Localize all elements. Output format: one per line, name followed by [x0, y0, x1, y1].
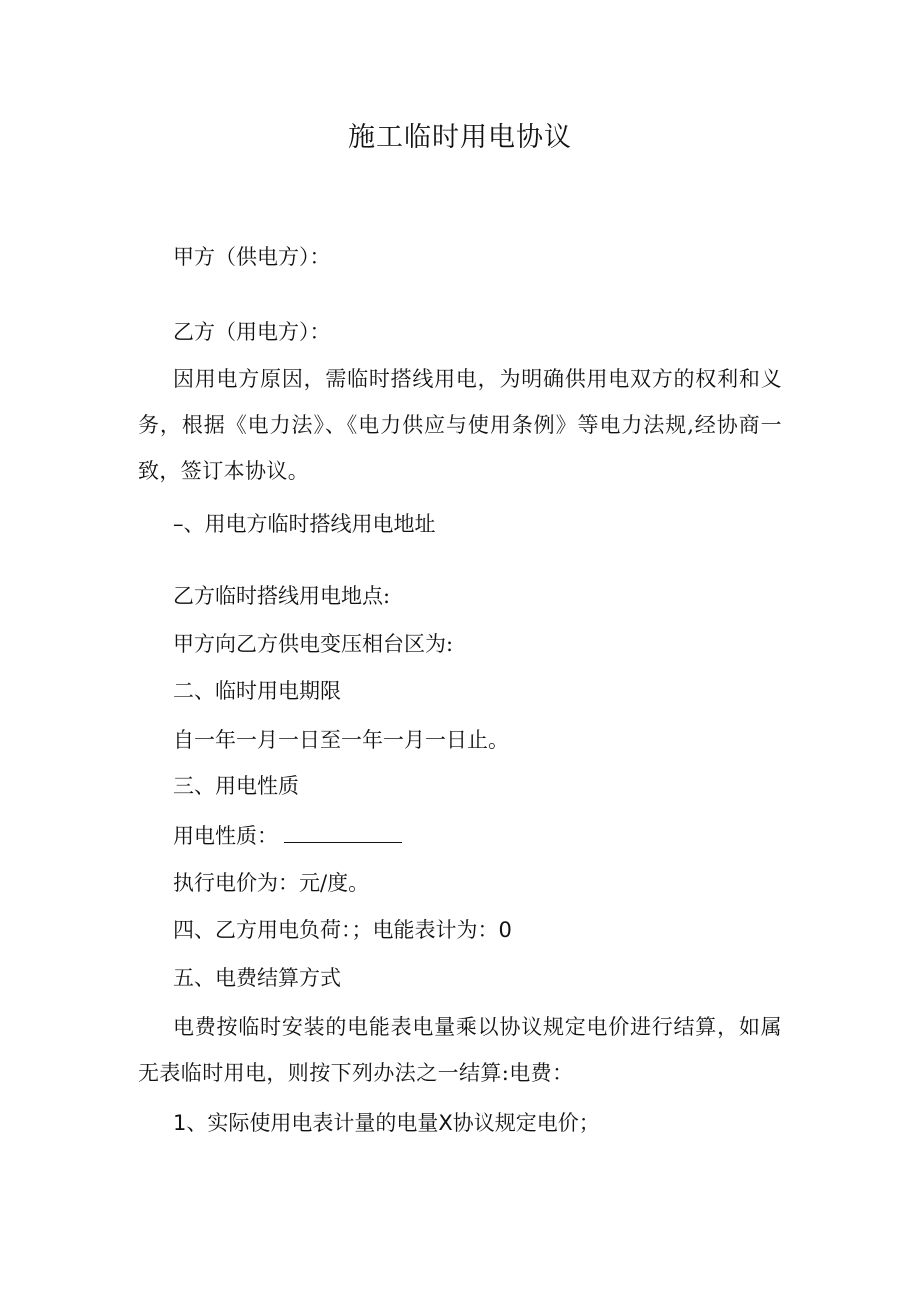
section5-heading: 五、电费结算方式 — [173, 966, 341, 990]
intro-paragraph: 因用电方原因，需临时搭线用电，为明确供用电双方的权利和义务，根据《电力法》、《电力供应与使用条例》等电力法规,经协商一致，签订本协议。 — [138, 367, 782, 483]
price-line: 执行电价为：元/度。 — [173, 871, 370, 895]
item1-text-b: 协议规定电价； — [452, 1111, 600, 1135]
party-b-line: 乙方（用电方）： — [173, 320, 331, 344]
item1-text-a: 、实际使用电表计量的电量 — [186, 1111, 439, 1135]
nature-line — [173, 820, 402, 852]
meter-value: 0 — [498, 918, 512, 942]
settlement-paragraph: 电费按临时安装的电能表电量乘以协议规定电价进行结算，如属无表临时用电，则按下列办法之一结算:电费： — [138, 1015, 782, 1085]
load-text: 四、乙方用电负荷：；电能表计为： — [173, 918, 499, 942]
location-line: 乙方临时搭线用电地点: — [173, 584, 391, 608]
transformer-line: 甲方向乙方供电变压相台区为: — [173, 632, 454, 656]
section1-heading: –、用电方临时搭线用电地址 — [173, 512, 436, 536]
document-title: 施工临时用电协议 — [348, 122, 572, 153]
item1-multiply-sign: X — [438, 1111, 453, 1135]
load-line — [173, 914, 512, 946]
nature-blank-field — [284, 820, 402, 843]
period-line: 自一年一月一日至一年一月一日止。 — [173, 728, 509, 752]
section2-heading: 二、临时用电期限 — [173, 679, 341, 703]
party-a-line: 甲方（供电方）： — [173, 245, 331, 269]
section3-heading: 三、用电性质 — [173, 774, 299, 798]
item1-number: 1 — [173, 1111, 187, 1135]
nature-label: 用电性质： — [173, 824, 278, 848]
item1-line — [173, 1107, 600, 1139]
